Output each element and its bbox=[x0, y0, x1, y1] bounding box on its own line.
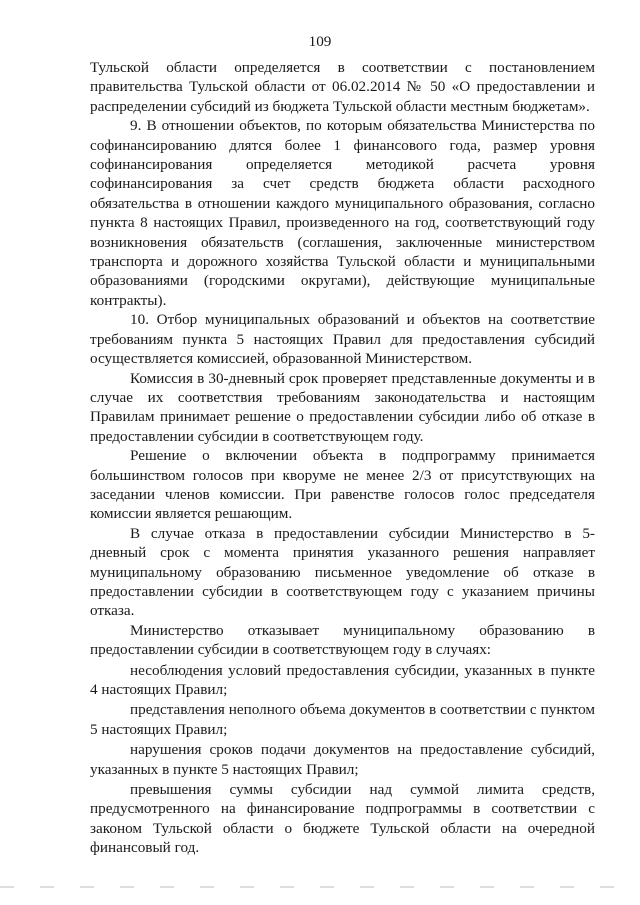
page-number: 109 bbox=[308, 33, 332, 50]
list-item-case-4: превышения суммы субсидии над суммой лимита средств, предусмотренного на финансирование подпрограммы в соответствии с законом Тульской области о бюджете Тульской области на очередной финансовый год. bbox=[90, 781, 595, 857]
paragraph-decision-voting: Решение о включении объекта в подпрограмму принимается большинством голосов при кворуме не менее 2/3 от присутствующих на заседании членов комиссии. При равенстве голосов голос председателя комиссии является решающим. bbox=[90, 447, 595, 523]
paragraph-refusal-cases: Министерство отказывает муниципальному образованию в предоставлении субсидии в соответствующем году в случаях: bbox=[90, 621, 595, 659]
list-item-case-2: представления неполного объема документов в соответствии с пунктом 5 настоящих Правил; bbox=[90, 701, 595, 738]
scan-artifact-line bbox=[0, 886, 640, 888]
paragraph-item-10: 10. Отбор муниципальных образований и объектов на соответствие требованиям пункта 5 настоящих Правил для предоставления субсидий осуществляется комиссией, образованной Министерством. bbox=[90, 311, 595, 368]
paragraph-refusal-notice: В случае отказа в предоставлении субсидии Министерство в 5-дневный срок с момента принятия указанного решения направляет муниципальному образованию письменное уведомление об отказе в предоставлении субсидии в соответствующем году с указанием причины отказа. bbox=[90, 524, 595, 620]
document-body bbox=[90, 58, 595, 858]
list-item-case-1: несоблюдения условий предоставления субсидии, указанных в пункте 4 настоящих Правил; bbox=[90, 661, 595, 698]
paragraph-continuation: Тульской области определяется в соответствии с постановлением правительства Тульской области от 06.02.2014 № 50 «О предоставлении и распределении субсидий из бюджета Тульской области местным бюджетам». bbox=[90, 59, 595, 115]
list-item-case-3: нарушения сроков подачи документов на предоставление субсидий, указанных в пункте 5 настоящих Правил; bbox=[90, 741, 595, 778]
paragraph-item-9: 9. В отношении объектов, по которым обязательства Министерства по софинансированию длятся более 1 финансового года, размер уровня софинансирования определяется методикой расчета уровня софинансирования за счет средств бюджета области расходного обязательства в отношении каждого муниципального образования, согласно пункта 8 настоящих Правил, произведенного на год, соответствующий году возникновения обязательств (соглашения, заключенные министерством транспорта и дорожного хозяйства Тульской области и муниципальными образованиями (городскими округами), действующие муниципальные контракты). bbox=[90, 117, 595, 309]
paragraph-commission-review: Комиссия в 30-дневный срок проверяет представленные документы и в случае их соответствия требованиям законодательства и настоящим Правилам принимает решение о предоставлении субсидии либо об отказе в предоставлении субсидии в соответствующем году. bbox=[90, 369, 595, 445]
